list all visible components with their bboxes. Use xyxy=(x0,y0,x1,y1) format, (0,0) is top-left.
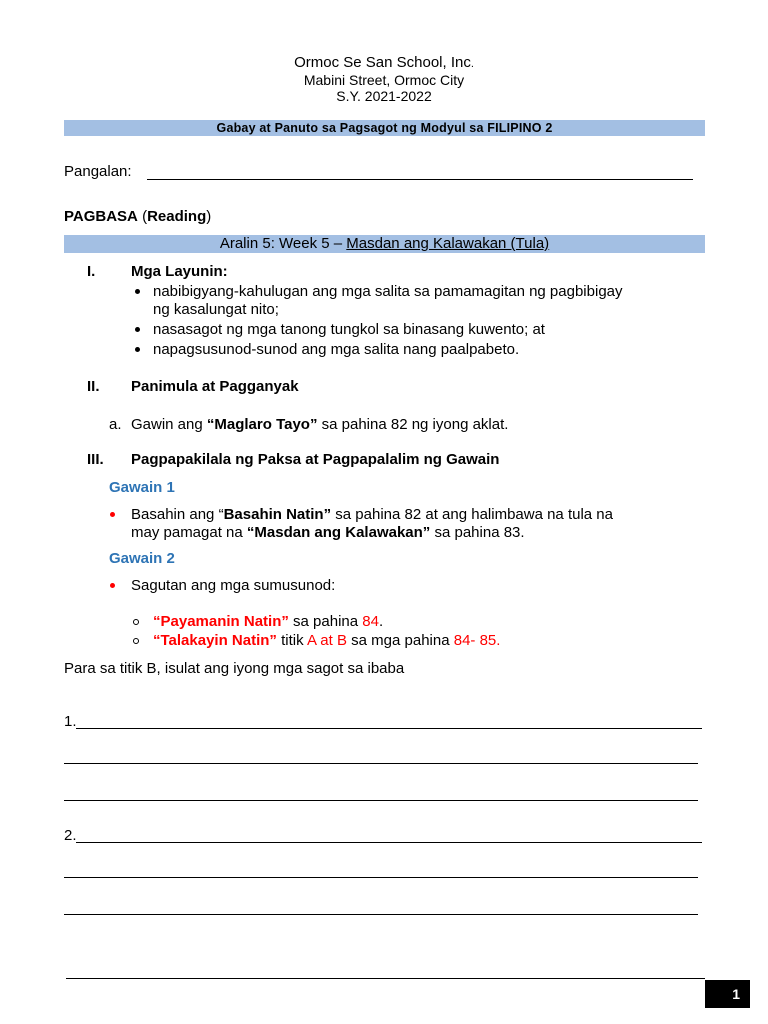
gawain-2-sub-1: “Payamanin Natin” sa pahina 84. xyxy=(153,613,384,630)
part-i-number: I. xyxy=(87,263,96,280)
part-i-title: Mga Layunin: xyxy=(131,263,228,280)
bullet-icon xyxy=(110,512,115,517)
objective-1: nabibigyang-kahulugan ang mga salita sa pamamagitan ng pagbibigay xyxy=(153,283,623,300)
part-iii-number: III. xyxy=(87,451,104,468)
page-number-box xyxy=(705,980,750,1008)
page-number: 1 xyxy=(732,986,740,1002)
answer-line[interactable] xyxy=(76,842,702,843)
school-name: Ormoc Se San School, Inc. xyxy=(294,54,474,71)
circle-bullet-icon xyxy=(133,638,139,644)
answer-line[interactable] xyxy=(64,800,698,801)
answer-instruction: Para sa titik B, isulat ang iyong mga sagot sa ibaba xyxy=(64,660,405,677)
footer-divider xyxy=(66,978,705,979)
answer-line[interactable] xyxy=(64,763,698,764)
gawain-1-line-2: may pamagat na “Masdan ang Kalawakan” sa pahina 83. xyxy=(131,524,525,541)
gawain-1-line-1: Basahin ang “Basahin Natin” sa pahina 82 at ang halimbawa na tula na xyxy=(131,506,613,523)
school-year: S.Y. 2021-2022 xyxy=(336,88,432,104)
objective-1-cont: ng kasalungat nito; xyxy=(153,301,279,318)
bullet-icon xyxy=(135,347,140,352)
gawain-2-intro: Sagutan ang mga sumusunod: xyxy=(131,577,336,594)
part-ii-title: Panimula at Pagganyak xyxy=(131,378,299,395)
answer-line[interactable] xyxy=(76,728,702,729)
bullet-icon xyxy=(135,289,140,294)
school-address: Mabini Street, Ormoc City xyxy=(303,72,465,88)
guide-title-band: Gabay at Panuto sa Pagsagot ng Modyul sa FILIPINO 2 xyxy=(64,120,705,136)
gawain-1-label: Gawain 1 xyxy=(109,479,175,496)
part-iii-title: Pagpapakilala ng Paksa at Pagpapalalim ng Gawain xyxy=(131,451,500,468)
answer-2-number: 2. xyxy=(64,827,77,844)
objective-2: nasasagot ng mga tanong tungkol sa binasang kuwento; at xyxy=(153,321,545,338)
bullet-icon xyxy=(135,327,140,332)
bullet-icon xyxy=(110,583,115,588)
answer-line[interactable] xyxy=(64,914,698,915)
answer-1-number: 1. xyxy=(64,713,77,730)
name-label: Pangalan: xyxy=(64,163,132,180)
part-ii-number: II. xyxy=(87,378,100,395)
gawain-2-sub-2: “Talakayin Natin” titik A at B sa mga pahina 84- 85. xyxy=(153,632,501,649)
lesson-band: Aralin 5: Week 5 – Masdan ang Kalawakan (Tula) xyxy=(64,235,705,253)
part-ii-item-letter: a. xyxy=(109,416,122,433)
part-ii-item: Gawin ang “Maglaro Tayo” sa pahina 82 ng iyong aklat. xyxy=(131,416,509,433)
circle-bullet-icon xyxy=(133,619,139,625)
section-title: PAGBASA (Reading) xyxy=(64,208,212,225)
answer-line[interactable] xyxy=(64,877,698,878)
gawain-2-label: Gawain 2 xyxy=(109,550,175,567)
objective-3: napagsusunod-sunod ang mga salita nang paalpabeto. xyxy=(153,341,520,358)
name-field-line[interactable] xyxy=(147,179,693,180)
